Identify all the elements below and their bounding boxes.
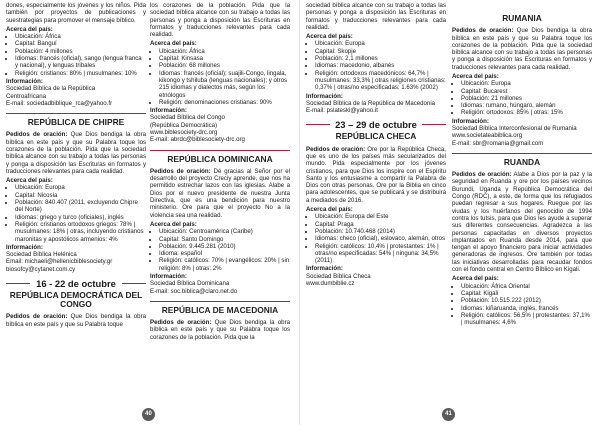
section-title: REPÚBLICA DE CHIPRE xyxy=(6,113,146,127)
fact-item: • Ubicación: Centroamérica (Caribe) xyxy=(159,228,290,235)
facts-list xyxy=(150,228,290,272)
about-heading: Acerca del país: xyxy=(150,220,197,228)
info-line: Sociedad Bíblica de la República de Macedonia xyxy=(306,99,436,107)
prayer-paragraph xyxy=(452,171,592,273)
fact-item: • Capital: Nicosia xyxy=(15,192,146,199)
fact-item: • Religión: denominaciones cristianas: 90% xyxy=(159,99,290,106)
fact-item: • Capital: Skopje xyxy=(315,48,446,55)
fact-item: • Idiomas: francés (oficial); suajili-Congo, lingala, kikongo y tshiluba (lenguas nacionales); y otros 215 idiomas y dialectos más, según los etnólogos xyxy=(159,70,290,99)
page-number-badge: 41 xyxy=(442,408,455,421)
info-line: www.societateabiblica.org xyxy=(452,132,523,140)
info-heading: Información: xyxy=(452,117,489,125)
fact-item: • Idiomas: rumano, húngaro, alemán xyxy=(461,102,592,109)
column-2 xyxy=(150,2,290,343)
facts-list xyxy=(452,283,592,327)
info-heading: Información: xyxy=(150,107,187,115)
info-line: Sociedad Bíblica Interconfesional de Rumania xyxy=(452,125,577,133)
info-heading: Información: xyxy=(6,243,43,251)
fact-item: • Población: 9.445.281 (2010) xyxy=(159,243,290,250)
fact-item: • Idiomas: kiñaruanda, inglés, francés xyxy=(461,305,592,312)
paragraph: los corazones de la población. Pida que la sociedad bíblica alcance con su trabajo a todas las personas y ponga a disposición las Escrituras en formatos y traducciones relevantes para cada realidad. xyxy=(150,2,290,39)
fact-item: • Idiomas: macedonio, albanés xyxy=(315,62,446,69)
fact-item: • Ubicación: África xyxy=(159,48,290,55)
facts-list xyxy=(306,40,446,91)
facts-list xyxy=(150,48,290,106)
fact-item: • Ubicación: África Oriental xyxy=(461,283,592,290)
info-line: Centroafricana xyxy=(6,92,46,100)
fact-item: • Religión: ortodoxos macedónicos: 64,7% | musulmanes: 33,3% | otras religiones cristianas: 0,37% | otras/no especificadas: 1.63% (2002) xyxy=(315,70,446,92)
fact-item: • Población: 2,1 millones xyxy=(315,55,446,62)
about-heading: Acerca del país: xyxy=(306,33,353,41)
fact-item: • Religión: católicos: 56,5% | protestantes: 37,1% | musulmanes: 4,6% xyxy=(461,312,592,327)
info-line: Sociedad Bíblica de la República xyxy=(6,85,96,93)
info-line: Sociedad Bíblica del Congo xyxy=(150,114,225,122)
about-heading: Acerca del país: xyxy=(306,206,353,214)
prayer-text: Dé gracias al Señor por el desarrollo del proyecto Creciy aprende, que nos ha permitido estrechar lazos con las iglesias. Alabe a Dios por el nuevo presidente de nuestra Junta Directiva, que es una bendición para nuestro ministerio. Ore para que el proyecto No a la violencia sea una realidad. xyxy=(150,167,290,219)
fact-item: • Ubicación: Europa xyxy=(15,184,146,191)
prayer-label: Pedidos de oración: xyxy=(306,145,366,153)
week-date-heading: 23 – 29 de octubre xyxy=(306,119,446,130)
about-heading: Acerca del país: xyxy=(452,275,499,283)
week-date-heading: 16 - 22 de octubre xyxy=(6,278,146,289)
paragraph: dones, especialmente los jóvenes y los niños. Pida también por proyectos de publicaciones y suestrategias para promover el mensaje bíblico. xyxy=(6,2,146,24)
prayer-text: Que Dios bendiga la obra bíblica en este país y que su Palabra toque los corazones de la población. Pida que la sociedad bíblica alcance con su trabajo a todas las personas y ponga a disposición las Escrituras en formatos y traducciones relevantes para cada realidad. xyxy=(6,131,146,175)
fact-item: • Capital: Banguí xyxy=(15,40,146,47)
section-title: RUANDA xyxy=(452,153,592,167)
fact-item: • Ubicación: Europa xyxy=(315,40,446,47)
prayer-paragraph xyxy=(306,146,446,204)
prayer-label: Pedidos de oración: xyxy=(6,313,68,321)
fact-item: • Ubicación: Europa del Este xyxy=(315,213,446,220)
facts-list xyxy=(6,33,146,77)
prayer-label: Pedidos de oración: xyxy=(150,167,211,175)
info-heading: Información: xyxy=(6,77,43,85)
info-line: Sociedad Bíblica Dominicana xyxy=(150,280,230,288)
info-line: E-mail: sociedadbiblique_rca@yahoo.fr xyxy=(6,99,113,107)
info-line: www.dumbiblie.cz xyxy=(306,280,355,287)
fact-item: • Población: 21 millones xyxy=(461,95,592,102)
info-line: E-mail: abrdc@biblesociety-drc.org xyxy=(150,136,245,144)
column-3 xyxy=(306,2,446,287)
prayer-text: Ore por la República Checa, que es uno de los países más secularizados del mundo. Pida especialmente por los jóvenes cristianos, para que Dios los inspire con el Espíritu Santo y los entusiasme a compartir la Palabra de Dios con otras personas. Ore por la Biblia en cinco para adolescentes, que se publicará y se distribuirá a mediados de 2016. xyxy=(306,145,446,204)
prayer-label: Pedidos de oración: xyxy=(452,171,512,179)
fact-item: • Idiomas: griego y turco (oficiales), inglés xyxy=(15,214,146,221)
about-heading: Acerca del país: xyxy=(452,72,499,80)
prayer-text: Que Dios bendiga la obra bíblica en este país y que su Palabra toque xyxy=(6,313,146,328)
paragraph: sociedad bíblica alcance con su trabajo a todas las personas y ponga a disposición las Escrituras en formatos y traducciones relevantes para cada realidad. xyxy=(306,2,446,31)
fact-item: • Religión: católicos: 70% | evangélicos: 20% | sin religión: 8% | otras: 2% xyxy=(159,257,290,272)
about-heading: Acerca del país: xyxy=(6,25,53,33)
fact-item: • Población: 10.740.468 (2014) xyxy=(315,228,446,235)
prayer-paragraph xyxy=(150,168,290,219)
info-line: E-mail: sbr@romania@gmail.com xyxy=(452,139,544,147)
fact-item: • Ubicación: África xyxy=(15,33,146,40)
column-4 xyxy=(452,2,592,327)
info-line: (República Democrática) xyxy=(150,121,218,129)
info-line: biosofcy@cytanet.com.cy xyxy=(6,265,76,273)
prayer-paragraph xyxy=(452,27,592,71)
prayer-text: Que Dios bendiga la obra bíblica en este país y que su Palabra toque los corazones de la población. Pida que la xyxy=(150,319,290,341)
fact-item: • Religión: cristianos: 80% | musulmanes: 10% xyxy=(15,70,146,77)
info-line: www.biblesociety-drc.org xyxy=(150,129,218,137)
fact-item: • Religión: ortodoxos: 85% | otras: 15% xyxy=(461,109,592,116)
fact-item: • Idiomas: francés (oficial), sango (lengua franca y nacional), y lenguas tribales xyxy=(15,55,146,70)
info-line: E-mail: pslateski@yahoo.it xyxy=(306,107,378,115)
section-title: REPÚBLICA DEMOCRÁTICA DEL CONGO xyxy=(9,290,143,310)
fact-item: • Capital: Bucarest xyxy=(461,88,592,95)
section-title: REPÚBLICA DE MACEDONIA xyxy=(150,301,290,315)
fact-item: • Población: 4 millones xyxy=(15,48,146,55)
info-line: Email: michaeli@hellenicbiblesociety.gr xyxy=(6,258,113,266)
page-number-badge: 40 xyxy=(142,408,155,421)
fact-item: • Idiomas: checo (oficial), eslovaco, alemán, otros xyxy=(315,235,446,242)
fact-item: • Capital: Kinsasa xyxy=(159,55,290,62)
prayer-label: Pedidos de oración: xyxy=(452,27,514,35)
section-title: REPÚBLICA DOMINICANA xyxy=(150,150,290,164)
info-line: E-mail: soc.biblica@claro.net.do xyxy=(150,287,238,295)
prayer-label: Pedidos de oración: xyxy=(150,319,212,327)
info-heading: Información: xyxy=(306,92,343,100)
fact-item: • Población: 10.515.222 (2012) xyxy=(461,297,592,304)
info-heading: Información: xyxy=(306,265,343,273)
section-title: RUMANIA xyxy=(502,13,542,23)
prayer-paragraph xyxy=(6,313,146,328)
fact-item: • Religión: católicos: 10,4% | protestantes: 1% | otras/no especificadas: 54% | ninguna: 34,5% (2011) xyxy=(315,243,446,265)
facts-list xyxy=(6,184,146,242)
info-line: Sociedad Bíblica Checa xyxy=(306,272,371,280)
fact-item: • Capital: Kigali xyxy=(461,290,592,297)
prayer-text: Alabe a Dios por la paz y la seguridad en Ruanda y ore por los países vecinos Burundi, Uganda y República Democrática del Congo (RDC), a este, de forma que los refugiados puedan regresar a sus hogares. Ruegue por las viudas y los huérfanos del genocidio de 1994 contra los tutsis, para que Dios les ayude a superar sus diferentes consecuencias. Agradezca a las personas capacitadas en diversos proyectos implantados en Ruanda desde 2014, para que tengan el apoyo financiero para iniciar actividades generadoras de ingresos. Ore también por todas las iniciativas desarrolladas para recaudar fondos con el fondo central en Centro Bíblico en Kigali. xyxy=(452,171,592,274)
section-title: REPÚBLICA CHECA xyxy=(335,131,417,142)
prayer-paragraph xyxy=(6,131,146,175)
about-heading: Acerca del país: xyxy=(6,177,53,185)
facts-list xyxy=(452,80,592,116)
fact-item: • Ubicación: Europa xyxy=(461,80,592,87)
prayer-label: Pedidos de oración: xyxy=(6,131,68,139)
about-heading: Acerca del país: xyxy=(150,40,197,48)
fact-item: • Capital: Santo Domingo xyxy=(159,236,290,243)
facts-list xyxy=(306,213,446,264)
info-heading: Información: xyxy=(150,273,187,280)
prayer-text: Que Dios bendiga la obra bíblica en este país y que su Palabra toque los corazones de la población. Pida que la sociedad bíblica alcance con su trabajo a todas las personas y ponga a disposición las Escrituras en formatos y traducciones relevantes para cada realidad. xyxy=(452,27,592,71)
fact-item: • Religión: cristianos ortodoxos griegos: 78% | musulmanes: 18% | otras, incluyendo cristianos maronitas y apostólicos armenios: 4% xyxy=(15,221,146,243)
info-line: Sociedad Bíblica Helénica xyxy=(6,251,77,259)
column-1 xyxy=(6,2,146,330)
fact-item: • Población: 68 millones xyxy=(159,62,290,69)
fact-item: • Población: 840.407 (2011, excluyendo Chipre del Norte) xyxy=(15,199,146,214)
prayer-paragraph xyxy=(150,319,290,341)
fact-item: • Idioma: español xyxy=(159,250,290,257)
fact-item: • Capital: Praga xyxy=(315,221,446,228)
